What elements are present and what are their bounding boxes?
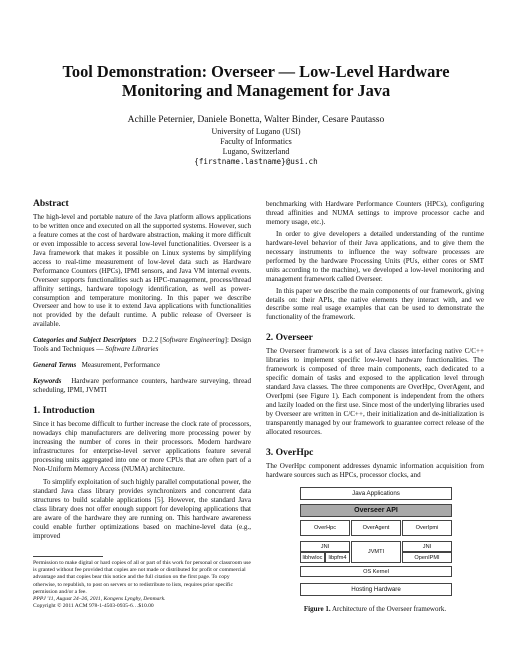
copyright-line: Copyright © 2011 ACM 978-1-4503-0935-6…$10.00 xyxy=(33,603,154,610)
categories-topic: Software Engineering xyxy=(162,336,225,345)
author-email: {firstname.lastname}@usi.ch xyxy=(194,156,318,166)
categories-line xyxy=(33,336,251,354)
conference-line: PPPJ '11, August 24–26, 2011, Kongens Lyngby, Denmark. xyxy=(33,596,166,603)
categories-sub: Software Libraries xyxy=(105,345,159,354)
jvmti-box: JVMTI xyxy=(351,541,401,563)
right-column xyxy=(266,200,484,480)
hosting-hardware-box: Hosting Hardware xyxy=(300,583,452,596)
caption-text: Architecture of the Overseer framework. xyxy=(331,605,447,613)
intro-paragraph-2: To simplify exploitation of such highly parallel computational power, the standard Java class library provides synchronizers and concurrent data structures to build scalable applications [5]. However, the standard Java class library does not offer enough support for developing applications that are aware of the hardware they are running on. This hardware awareness could enable further optimizations based on machine-level data (e.g., improved xyxy=(33,477,251,540)
jni-left-box: JNI xyxy=(300,541,350,552)
keywords-line xyxy=(33,377,251,395)
libpfm4-box: libpfm4 xyxy=(325,552,350,563)
intro-paragraph-5: In this paper we describe the main components of our framework, giving details on: their APIs, the native elements they interact with, and we describe some real usage examples that can be used to demonstrate the functionality of the framework. xyxy=(266,286,484,322)
general-terms-label: General Terms xyxy=(33,361,77,370)
keywords-label: Keywords xyxy=(33,377,62,386)
overhpc-box: OverHpc xyxy=(300,520,350,536)
overseer-paragraph: The Overseer framework is a set of Java classes interfacing native C/C++ libraries to implement specific low-level hardware functionalities. The framework is composed of three main components, each dedicated to a specific domain of tasks and exposed to the application level through standard Java classes. The three components are OverHpc, OverAgent, and OverIpmi (see Figure 1). Each component is independent from the others and lazily loaded on the first use. Since most of the underlying libraries used by Overseer are written in C/C++, their initialization and de-initialization is transparently managed by our framework to guarantee correct release of the allocated resources. xyxy=(266,347,484,436)
affiliation-location: Lugano, Switzerland xyxy=(222,146,290,156)
keywords-text: Hardware performance counters, hardware surveying, thread scheduling, IPMI, JVMTI xyxy=(33,377,251,395)
figure-caption xyxy=(266,605,484,613)
intro-paragraph-1: Since it has become difficult to further increase the clock rate of processors, nowadays chip manufacturers are delivering more processing power by increasing the number of cores in their processors. Modern hardware infrastructures for enterprise-level server applications feature several processing units aggregated into one or more CPUs that are often part of a Non-Uniform Memory Access (NUMA) architecture. xyxy=(33,420,251,473)
left-column xyxy=(33,200,251,540)
java-applications-box: Java Applications xyxy=(300,487,452,500)
author-list: Achille Peternier, Daniele Bonetta, Walter Binder, Cesare Pautasso xyxy=(127,114,385,125)
categories-bracket-open: [ xyxy=(160,336,163,345)
abstract-text: The high-level and portable nature of the Java platform allows applications to be written once and executed on all the supported systems. However, such a feature comes at the cost of hardware abstraction, making it more difficult or even impossible to access several low-level functionalities. Overseer is a Java framework that makes it possible on Linux systems by simplifying access to real-time measurement of low-level data such as Hardware Performance Counters (HPCs), IPMI sensors, and Java VM internal events. Overseer supports functionalities such as HPC-management, process/thread affinity settings, hardware topology identification, as well as power-consumption and temperature monitoring. In this paper we describe Overseer and how to use it to extend Java applications with functionalities not provided by the default runtime. A public release of Overseer is available. xyxy=(33,212,251,329)
jni-right-box: JNI xyxy=(402,541,452,552)
libhwloc-box: libhwloc xyxy=(300,552,325,563)
os-kernel-box: OS Kernel xyxy=(300,566,452,577)
overseer-api-box: Overseer API xyxy=(300,504,452,517)
footnote-rule xyxy=(33,556,103,557)
categories-bracket-close: ] xyxy=(224,336,227,345)
abstract-heading: Abstract xyxy=(33,198,69,209)
overipmi-box: OverIpmi xyxy=(402,520,452,536)
intro-paragraph-4: In order to give developers a detailed understanding of the runtime hardware-level behavior of their Java applications, and to give them the necessary instruments to influence the way software processes are performed by the hardware Processing Units (PUs, either cores or SMT units according to the machine), we developed a low-level monitoring and management framework called Overseer. xyxy=(266,229,484,283)
affiliation-faculty: Faculty of Informatics xyxy=(220,136,292,146)
intro-paragraph-3: benchmarking with Hardware Performance Counters (HPCs), configuring thread affinities and NUMA settings to improve processor cache and memory usage, etc.). xyxy=(266,200,484,226)
general-terms-line xyxy=(33,361,251,370)
categories-middle: : Design Tools and Techniques — xyxy=(33,336,252,354)
affiliation-university: University of Lugano (USI) xyxy=(211,127,301,136)
permission-notice: Permission to make digital or hard copies of all or part of this work for personal or classroom use is granted without fee provided that copies are not made or distributed for profit or commercial advantage and that copies bear this notice and the full citation on the first page. To copy otherwise, to republish, to post on servers or to redistribute to lists, requires prior specific permission and/or a fee. xyxy=(33,560,251,595)
caption-label: Figure 1. xyxy=(303,605,331,613)
overagent-box: OverAgent xyxy=(351,520,401,536)
intro-heading: 1. Introduction xyxy=(33,405,95,417)
overhpc-paragraph: The OverHpc component addresses dynamic information acquisition from hardware sources such as HPCs, processor clocks, and xyxy=(266,461,484,479)
overhpc-heading: 3. OverHpc xyxy=(266,446,314,458)
copyright-footnote xyxy=(33,556,251,610)
categories-label: Categories and Subject Descriptors xyxy=(33,336,137,345)
general-terms-text: Measurement, Performance xyxy=(81,361,161,370)
paper-title: Tool Demonstration: Overseer — Low-Level Hardware Monitoring and Management for Java xyxy=(62,62,450,100)
overseer-heading: 2. Overseer xyxy=(266,332,313,344)
architecture-diagram xyxy=(292,487,460,599)
openipmi-box: OpenIPMI xyxy=(402,552,452,563)
affiliation-block xyxy=(40,127,472,167)
categories-code: D.2.2 xyxy=(142,336,159,345)
